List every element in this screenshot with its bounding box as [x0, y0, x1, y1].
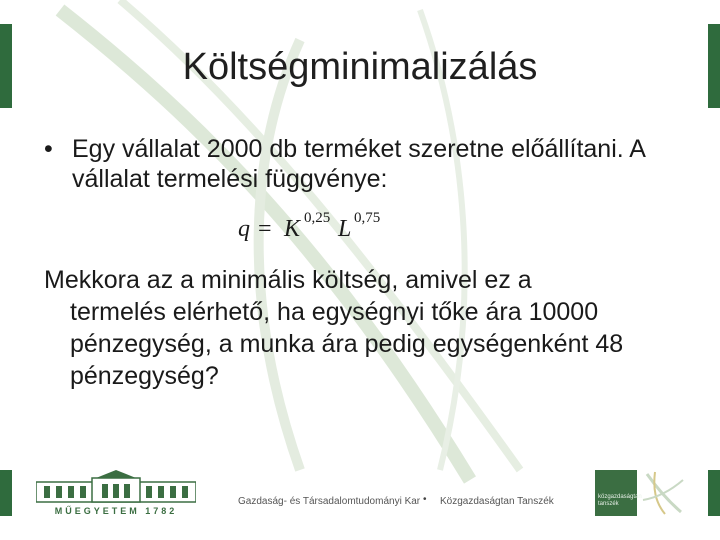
- accent-bar-top-right: [708, 24, 720, 108]
- bullet-text: Egy vállalat 2000 db terméket szeretne előállítani. A vállalat termelési függvénye:: [72, 135, 645, 193]
- production-function-formula: [236, 208, 436, 246]
- slide-title: Költségminimalizálás: [182, 46, 538, 88]
- faculty-name: Gazdaság- és Társadalomtudományi Kar: [238, 496, 421, 507]
- department-logo-leaf: [595, 470, 685, 516]
- department-name: Közgazdaságtan Tanszék: [440, 496, 554, 507]
- department-logo-text: közgazdaságtan tanszék: [598, 494, 642, 507]
- formula-equals: =: [258, 216, 272, 242]
- formula-var-k: K: [284, 216, 301, 242]
- formula-exp-l: 0,75: [354, 210, 381, 226]
- formula-var-l: L: [338, 216, 352, 242]
- accent-bar-top-left: [0, 24, 12, 108]
- footer-separator: •: [423, 494, 427, 505]
- bullet-item: [44, 134, 664, 194]
- formula-lhs: q: [238, 216, 250, 242]
- question-continuation: termelés elérhető, ha egységnyi tőke ára 10000 pénzegység, a munka ára pedig egységenként 48 pénzegység?: [70, 298, 624, 390]
- university-building-logo: [36, 470, 196, 516]
- formula-exp-k: 0,25: [304, 210, 331, 226]
- university-logo-caption: MŰEGYETEM 1782: [54, 506, 178, 516]
- question-first-line: Mekkora az a minimális költség, amivel ez a: [44, 266, 532, 294]
- question-paragraph: [44, 264, 644, 392]
- accent-bar-bottom-right: [708, 470, 720, 516]
- accent-bar-bottom-left: [0, 470, 12, 516]
- bullet-marker: •: [44, 135, 53, 163]
